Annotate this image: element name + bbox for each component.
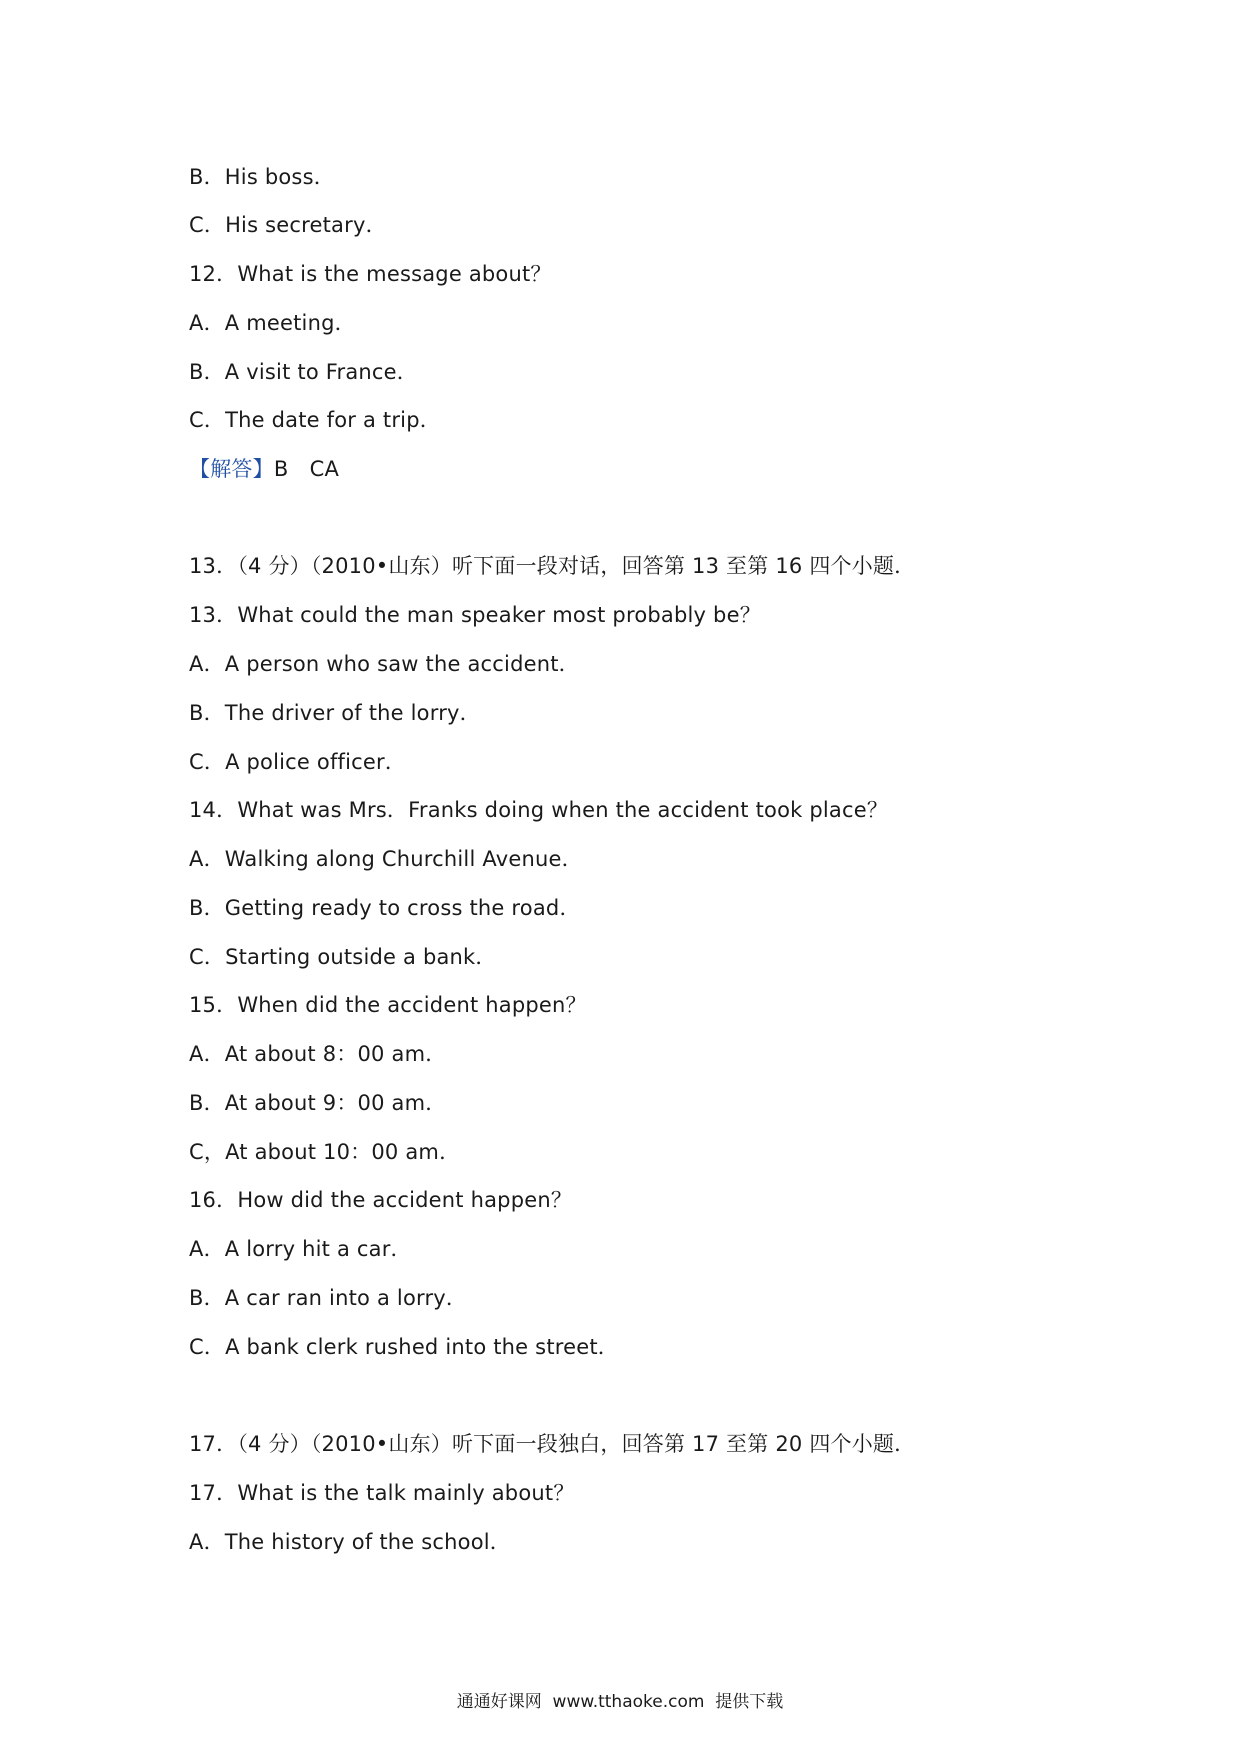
- page-footer: 通通好课网 www.tthaoke.com 提供下载: [456, 1692, 784, 1712]
- question-15: 15．When did the accident happen？: [189, 993, 587, 1017]
- option-c-date-trip: C．The date for a trip．: [189, 408, 441, 432]
- question-16: 16．How did the accident happen？: [189, 1188, 573, 1212]
- question-17: 17．What is the talk mainly about？: [189, 1481, 575, 1505]
- question-14: 14．What was Mrs．Franks doing when the accident took place？: [189, 798, 889, 822]
- question-13: 13．What could the man speaker most probably be？: [189, 603, 761, 627]
- answer-label: 【解答】: [189, 457, 274, 481]
- option-13-c: C．A police officer．: [189, 750, 407, 774]
- option-13-a: A．A person who saw the accident．: [189, 652, 580, 676]
- option-13-b: B．The driver of the lorry．: [189, 701, 481, 725]
- question-12: 12．What is the message about？: [189, 262, 552, 286]
- option-15-b: B．At about 9：00 am．: [189, 1091, 447, 1115]
- option-15-c: C，At about 10：00 am．: [189, 1140, 461, 1164]
- section-header-13: 13．（4 分）（2010•山东）听下面一段对话，回答第 13 至第 16 四个小题．: [189, 554, 916, 578]
- option-a-meeting: A．A meeting．: [189, 311, 356, 335]
- answer-text: B CA: [273, 457, 340, 481]
- option-14-a: A．Walking along Churchill Avenue．: [189, 847, 583, 871]
- option-14-c: C．Starting outside a bank．: [189, 945, 497, 969]
- option-15-a: A．At about 8：00 am．: [189, 1042, 447, 1066]
- option-14-b: B．Getting ready to cross the road．: [189, 896, 581, 920]
- option-b-visit-france: B．A visit to France．: [189, 360, 418, 384]
- option-c-his-secretary: C．His secretary．: [189, 213, 387, 237]
- option-16-c: C．A bank clerk rushed into the street．: [189, 1335, 619, 1359]
- option-16-b: B．A car ran into a lorry．: [189, 1286, 468, 1310]
- option-b-his-boss: B．His boss．: [189, 165, 335, 189]
- option-16-a: A．A lorry hit a car．: [189, 1237, 412, 1261]
- section-header-17: 17．（4 分）（2010•山东）听下面一段独白，回答第 17 至第 20 四个小题．: [189, 1432, 916, 1456]
- answer-line: [189, 455, 339, 483]
- option-17-a: A．The history of the school．: [189, 1530, 511, 1554]
